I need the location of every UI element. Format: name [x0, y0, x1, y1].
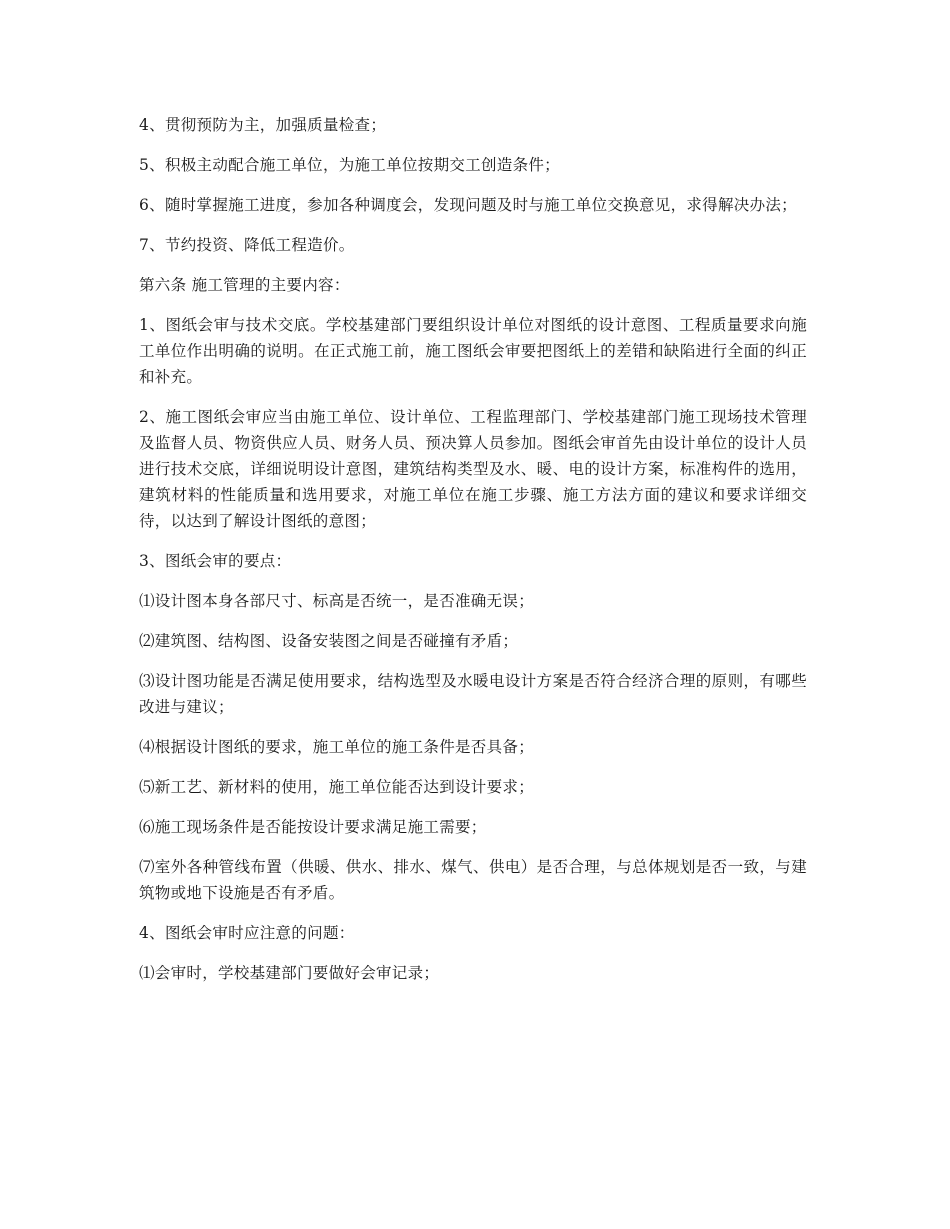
list-item: ⑺室外各种管线布置（供暖、供水、排水、煤气、供电）是否合理，与总体规划是否一致，与建筑物或地下设施是否有矛盾。 — [139, 858, 807, 902]
list-item: ⑹施工现场条件是否能按设计要求满足施工需要； — [139, 818, 487, 836]
paragraph: 4、图纸会审时应注意的问题： — [139, 924, 355, 942]
paragraph: 1、图纸会审与技术交底。学校基建部门要组织设计单位对图纸的设计意图、工程质量要求向施工单位作出明确的说明。在正式施工前，施工图纸会审要把图纸上的差错和缺陷进行全面的纠正和补充。 — [139, 316, 807, 386]
list-item: ⑴设计图本身各部尺寸、标高是否统一，是否准确无误； — [139, 592, 535, 610]
paragraph: 5、积极主动配合施工单位，为施工单位按期交工创造条件； — [139, 156, 560, 174]
paragraph: 2、施工图纸会审应当由施工单位、设计单位、工程监理部门、学校基建部门施工现场技术管理及监督人员、物资供应人员、财务人员、预决算人员参加。图纸会审首先由设计单位的设计人员进行技术交底，详细说明设计意图，建筑结构类型及水、暖、电的设计方案，标准构件的选用，建筑材料的性能质量和选用要求，对施工单位在施工步骤、施工方法方面的建议和要求详细交待，以达到了解设计图纸的意图； — [139, 408, 807, 530]
paragraph: 7、节约投资、降低工程造价。 — [139, 236, 355, 254]
paragraph: 6、随时掌握施工进度，参加各种调度会，发现问题及时与施工单位交换意见，求得解决办法； — [139, 196, 797, 214]
list-item: ⑸新工艺、新材料的使用，施工单位能否达到设计要求； — [139, 778, 535, 796]
list-item: ⑶设计图功能是否满足使用要求，结构选型及水暖电设计方案是否符合经济合理的原则，有哪些改进与建议； — [139, 672, 807, 716]
paragraph: 3、图纸会审的要点： — [139, 552, 292, 570]
paragraph: 4、贯彻预防为主，加强质量检查； — [139, 116, 387, 134]
document-page — [139, 112, 807, 1000]
list-item: ⑷根据设计图纸的要求，施工单位的施工条件是否具备； — [139, 738, 535, 756]
list-item: ⑴会审时，学校基建部门要做好会审记录； — [139, 964, 440, 982]
list-item: ⑵建筑图、结构图、设备安装图之间是否碰撞有矛盾； — [139, 632, 519, 650]
section-heading: 第六条 施工管理的主要内容： — [139, 276, 350, 294]
